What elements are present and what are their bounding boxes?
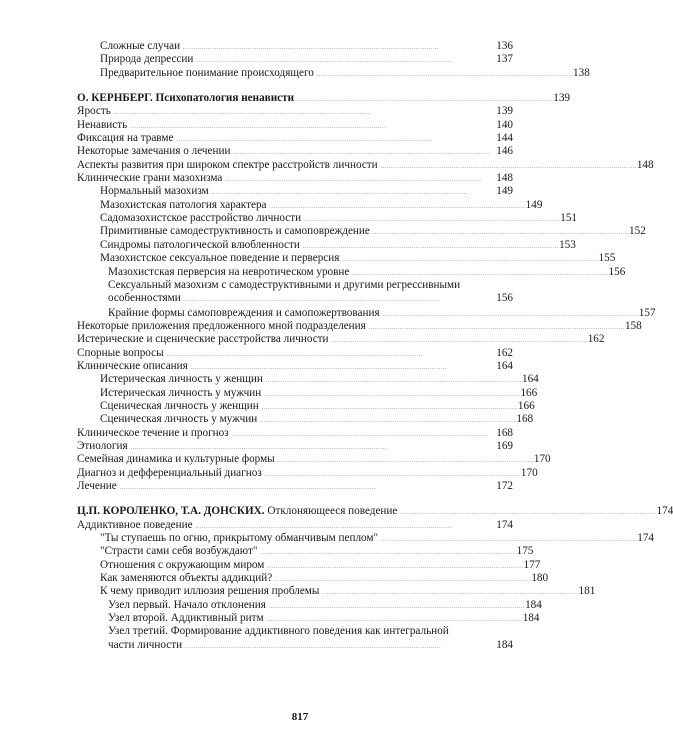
page-ref: 184 <box>522 612 540 625</box>
page-ref: 164 <box>521 373 539 386</box>
toc-entry[interactable] <box>77 440 513 453</box>
leader-dots <box>297 93 552 106</box>
entry-title: Сложные случаи <box>100 40 181 52</box>
page-ref: 146 <box>496 145 513 158</box>
page-ref: 140 <box>496 118 513 131</box>
entry-title: Аддиктивное поведение <box>77 518 193 531</box>
leader-dots <box>176 133 495 146</box>
entry-title: Примитивные самодеструктивность и самоповреждение <box>100 225 370 238</box>
page-ref: 164 <box>496 359 513 372</box>
toc-entry[interactable] <box>77 225 646 238</box>
page-ref: 162 <box>496 346 513 359</box>
toc-entry[interactable] <box>77 66 590 80</box>
leader-dots <box>167 348 496 361</box>
page-ref: 139 <box>496 105 513 118</box>
toc-entry[interactable] <box>77 53 513 66</box>
entry-title: Фиксация на травме <box>77 132 174 145</box>
page-ref: 158 <box>624 319 642 332</box>
toc-entry[interactable] <box>77 119 513 132</box>
page-ref: 166 <box>520 386 538 399</box>
page-ref: 174 <box>496 518 513 531</box>
leader-dots <box>265 468 520 481</box>
page-ref: 162 <box>587 333 605 346</box>
toc-entry[interactable] <box>77 572 549 585</box>
toc-entry[interactable] <box>77 558 541 572</box>
page-ref: 169 <box>496 439 513 452</box>
page-ref: 184 <box>525 598 542 611</box>
entry-title: Как заменяются объекты аддикций? <box>100 572 273 585</box>
toc-section-kernberg-b <box>77 306 656 494</box>
leader-dots <box>304 213 559 226</box>
page-ref: 155 <box>598 252 616 265</box>
leader-dots <box>317 68 572 81</box>
leader-dots <box>267 560 522 573</box>
toc-entry[interactable] <box>77 373 539 386</box>
entry-title: Некоторые приложения предложенного мной подразделения <box>77 319 366 332</box>
leader-dots <box>275 573 530 586</box>
leader-dots <box>120 481 495 494</box>
entry-title: Мазохистская перверсия на невротическом уровне <box>108 265 350 278</box>
leader-dots <box>262 401 517 414</box>
leader-dots <box>185 640 495 653</box>
page-ref: 149 <box>525 198 543 211</box>
toc-entry[interactable] <box>77 545 534 558</box>
chapter-title: Отклоняющееся поведение <box>267 505 398 518</box>
entry-title: "Ты ступаешь по огню, прикрытому обманчивым пеплом" <box>100 532 379 545</box>
leader-dots <box>267 613 522 626</box>
entry-title: Крайние формы самоповреждения и самопожертвования <box>108 306 380 319</box>
page-ref: 180 <box>531 572 549 585</box>
entry-title: Природа депрессии <box>100 53 194 66</box>
page-ref: 148 <box>636 158 654 171</box>
page-ref: 174 <box>637 532 655 545</box>
toc-entry[interactable] <box>77 360 513 373</box>
toc-entry[interactable] <box>77 306 656 320</box>
toc-entry[interactable] <box>77 413 534 426</box>
page-ref: 137 <box>496 53 513 66</box>
page-ref: 170 <box>520 466 538 479</box>
toc-entry-node-three[interactable] <box>77 625 513 653</box>
toc-entry-sexual-masochism[interactable] <box>77 279 513 307</box>
entry-title: Истерические и сценические расстройства личности <box>77 333 329 346</box>
toc-entry[interactable] <box>77 158 654 172</box>
toc-entry[interactable] <box>77 198 543 212</box>
page-ref: 168 <box>516 413 534 426</box>
leader-dots <box>381 533 636 546</box>
page-ref: 168 <box>496 426 513 439</box>
toc-section-korolenko <box>77 518 655 626</box>
entry-title: Некоторые замечания о лечении <box>77 145 231 158</box>
page-ref: 156 <box>496 292 513 305</box>
toc-entry[interactable] <box>77 532 655 545</box>
entry-title: Сценическая личность у женщин <box>100 399 259 412</box>
toc-entry[interactable] <box>77 453 551 466</box>
page-ref: 151 <box>560 212 578 225</box>
toc-entry[interactable] <box>77 466 538 480</box>
page-ref: 139 <box>553 92 570 105</box>
leader-dots <box>369 321 624 334</box>
leader-dots <box>264 388 519 401</box>
entry-title: Истерическая личность у мужчин <box>100 386 262 399</box>
entry-title: Клиническое течение и прогноз <box>77 426 229 439</box>
toc-entry[interactable] <box>77 319 642 333</box>
leader-dots <box>130 120 495 133</box>
author-name: О. КЕРНБЕРГ. <box>77 92 153 105</box>
page-ref: 170 <box>533 453 551 466</box>
toc-entry[interactable] <box>77 386 538 400</box>
entry-title: Клинические грани мазохизма <box>77 172 223 185</box>
toc-entry[interactable] <box>77 519 513 532</box>
leader-dots <box>342 253 597 266</box>
entry-title: Этиология <box>77 439 128 452</box>
entry-title: Клинические описания <box>77 359 188 372</box>
entry-title: Лечение <box>77 480 117 492</box>
entry-title: Аспекты развития при широком спектре расстройств личности <box>77 158 378 171</box>
page-ref: 157 <box>638 306 656 319</box>
entry-title: Истерическая личность у женщин <box>100 373 263 386</box>
leader-dots <box>381 160 636 173</box>
entry-title: "Страсти сами себя возбуждают" <box>100 545 258 558</box>
toc-entry[interactable] <box>77 427 513 440</box>
entry-title: Сценическая личность у мужчин <box>100 413 258 426</box>
entry-title: Мазохистская патология характера <box>100 198 267 211</box>
leader-dots <box>322 586 577 599</box>
leader-dots <box>232 428 496 441</box>
toc-entry[interactable] <box>77 105 513 118</box>
toc-entry[interactable] <box>77 347 513 360</box>
page-ref: 177 <box>523 558 541 571</box>
leader-dots <box>260 546 515 559</box>
leader-dots <box>303 240 558 253</box>
table-of-contents <box>77 40 673 653</box>
entry-title: Диагноз и дефференциальный диагноз <box>77 466 262 479</box>
entry-title: Отношения с окружающим миром <box>100 558 265 571</box>
chapter-title: Психопатология ненависти <box>155 92 295 105</box>
author-name: Ц.П. КОРОЛЕНКО, Т.А. ДОНСКИХ. <box>77 505 265 518</box>
toc-entry-korolenko-heading[interactable] <box>77 505 673 518</box>
leader-dots <box>373 226 628 239</box>
leader-dots <box>196 520 496 533</box>
entry-title: Предварительное понимание происходящего <box>100 66 314 79</box>
page-ref: 138 <box>573 66 590 79</box>
leader-dots <box>400 506 655 519</box>
leader-dots <box>233 146 495 159</box>
toc-entry[interactable] <box>77 265 626 279</box>
toc-entry[interactable] <box>77 145 513 158</box>
leader-dots <box>260 414 515 427</box>
toc-entry[interactable] <box>77 399 535 413</box>
toc-entry[interactable] <box>77 132 513 145</box>
entry-title-line1: Узел третий. Формирование аддиктивного поведения как интегральной <box>108 625 449 638</box>
leader-dots <box>191 361 495 374</box>
leader-dots <box>383 308 638 321</box>
leader-dots <box>196 54 495 67</box>
toc-section-kernberg-a <box>77 105 654 278</box>
entry-title: Мазохистское сексуальное поведение и перверсия <box>100 252 340 265</box>
page-ref: 152 <box>629 225 646 238</box>
leader-dots <box>184 293 496 306</box>
entry-title-line1: Сексуальный мазохизм с самодеструктивными и другими регрессивными <box>108 278 461 291</box>
leader-dots <box>278 454 533 467</box>
toc-entry[interactable] <box>77 598 542 612</box>
leader-dots <box>352 267 607 280</box>
toc-entry[interactable] <box>77 185 513 198</box>
entry-title: Нормальный мазохизм <box>100 185 209 198</box>
leader-dots <box>225 173 495 186</box>
page-ref: 174 <box>656 505 673 518</box>
entry-title: Узел второй. Аддиктивный ритм <box>108 612 264 625</box>
leader-dots <box>269 600 524 613</box>
toc-section-top <box>77 40 590 80</box>
page-ref: 156 <box>608 265 626 278</box>
page-ref: 149 <box>496 185 513 198</box>
toc-entry[interactable] <box>77 333 605 346</box>
page-number: 817 <box>291 711 309 723</box>
page-ref: 184 <box>496 638 513 651</box>
page-ref: 175 <box>516 545 534 558</box>
toc-entry-kernberg-heading[interactable] <box>77 92 570 105</box>
leader-dots <box>183 41 495 54</box>
entry-title: Ненависть <box>77 118 128 131</box>
leader-dots <box>266 374 521 387</box>
entry-title-line2: части личности <box>108 638 183 651</box>
leader-dots <box>131 441 496 454</box>
page-ref: 166 <box>517 399 535 412</box>
entry-title-line2: особенностями <box>108 292 181 305</box>
toc-entry[interactable] <box>77 40 513 53</box>
entry-title: Узел первый. Начало отклонения <box>108 598 266 611</box>
entry-title: К чему приводит иллюзия решения проблемы <box>100 585 320 598</box>
page-ref: 136 <box>496 40 513 52</box>
leader-dots <box>114 106 495 119</box>
page-ref: 144 <box>496 132 513 145</box>
page-ref: 172 <box>496 480 513 492</box>
page-ref: 181 <box>578 585 596 598</box>
entry-title: Ярость <box>77 105 111 118</box>
toc-entry[interactable] <box>77 252 616 265</box>
leader-dots <box>270 200 525 213</box>
toc-entry[interactable] <box>77 480 513 493</box>
toc-entry[interactable] <box>77 612 540 625</box>
toc-entry[interactable] <box>77 585 596 598</box>
page-ref: 153 <box>559 238 576 251</box>
toc-entry[interactable] <box>77 238 576 252</box>
leader-dots <box>212 186 496 199</box>
entry-title: Семейная динамика и культурные формы <box>77 453 275 466</box>
entry-title: Спорные вопросы <box>77 346 164 359</box>
entry-title: Садомазохистское расстройство личности <box>100 212 302 225</box>
toc-entry[interactable] <box>77 212 578 225</box>
entry-title: Синдромы патологической влюбленности <box>100 238 300 251</box>
toc-entry[interactable] <box>77 172 513 185</box>
leader-dots <box>332 334 587 347</box>
page-ref: 148 <box>496 172 513 185</box>
